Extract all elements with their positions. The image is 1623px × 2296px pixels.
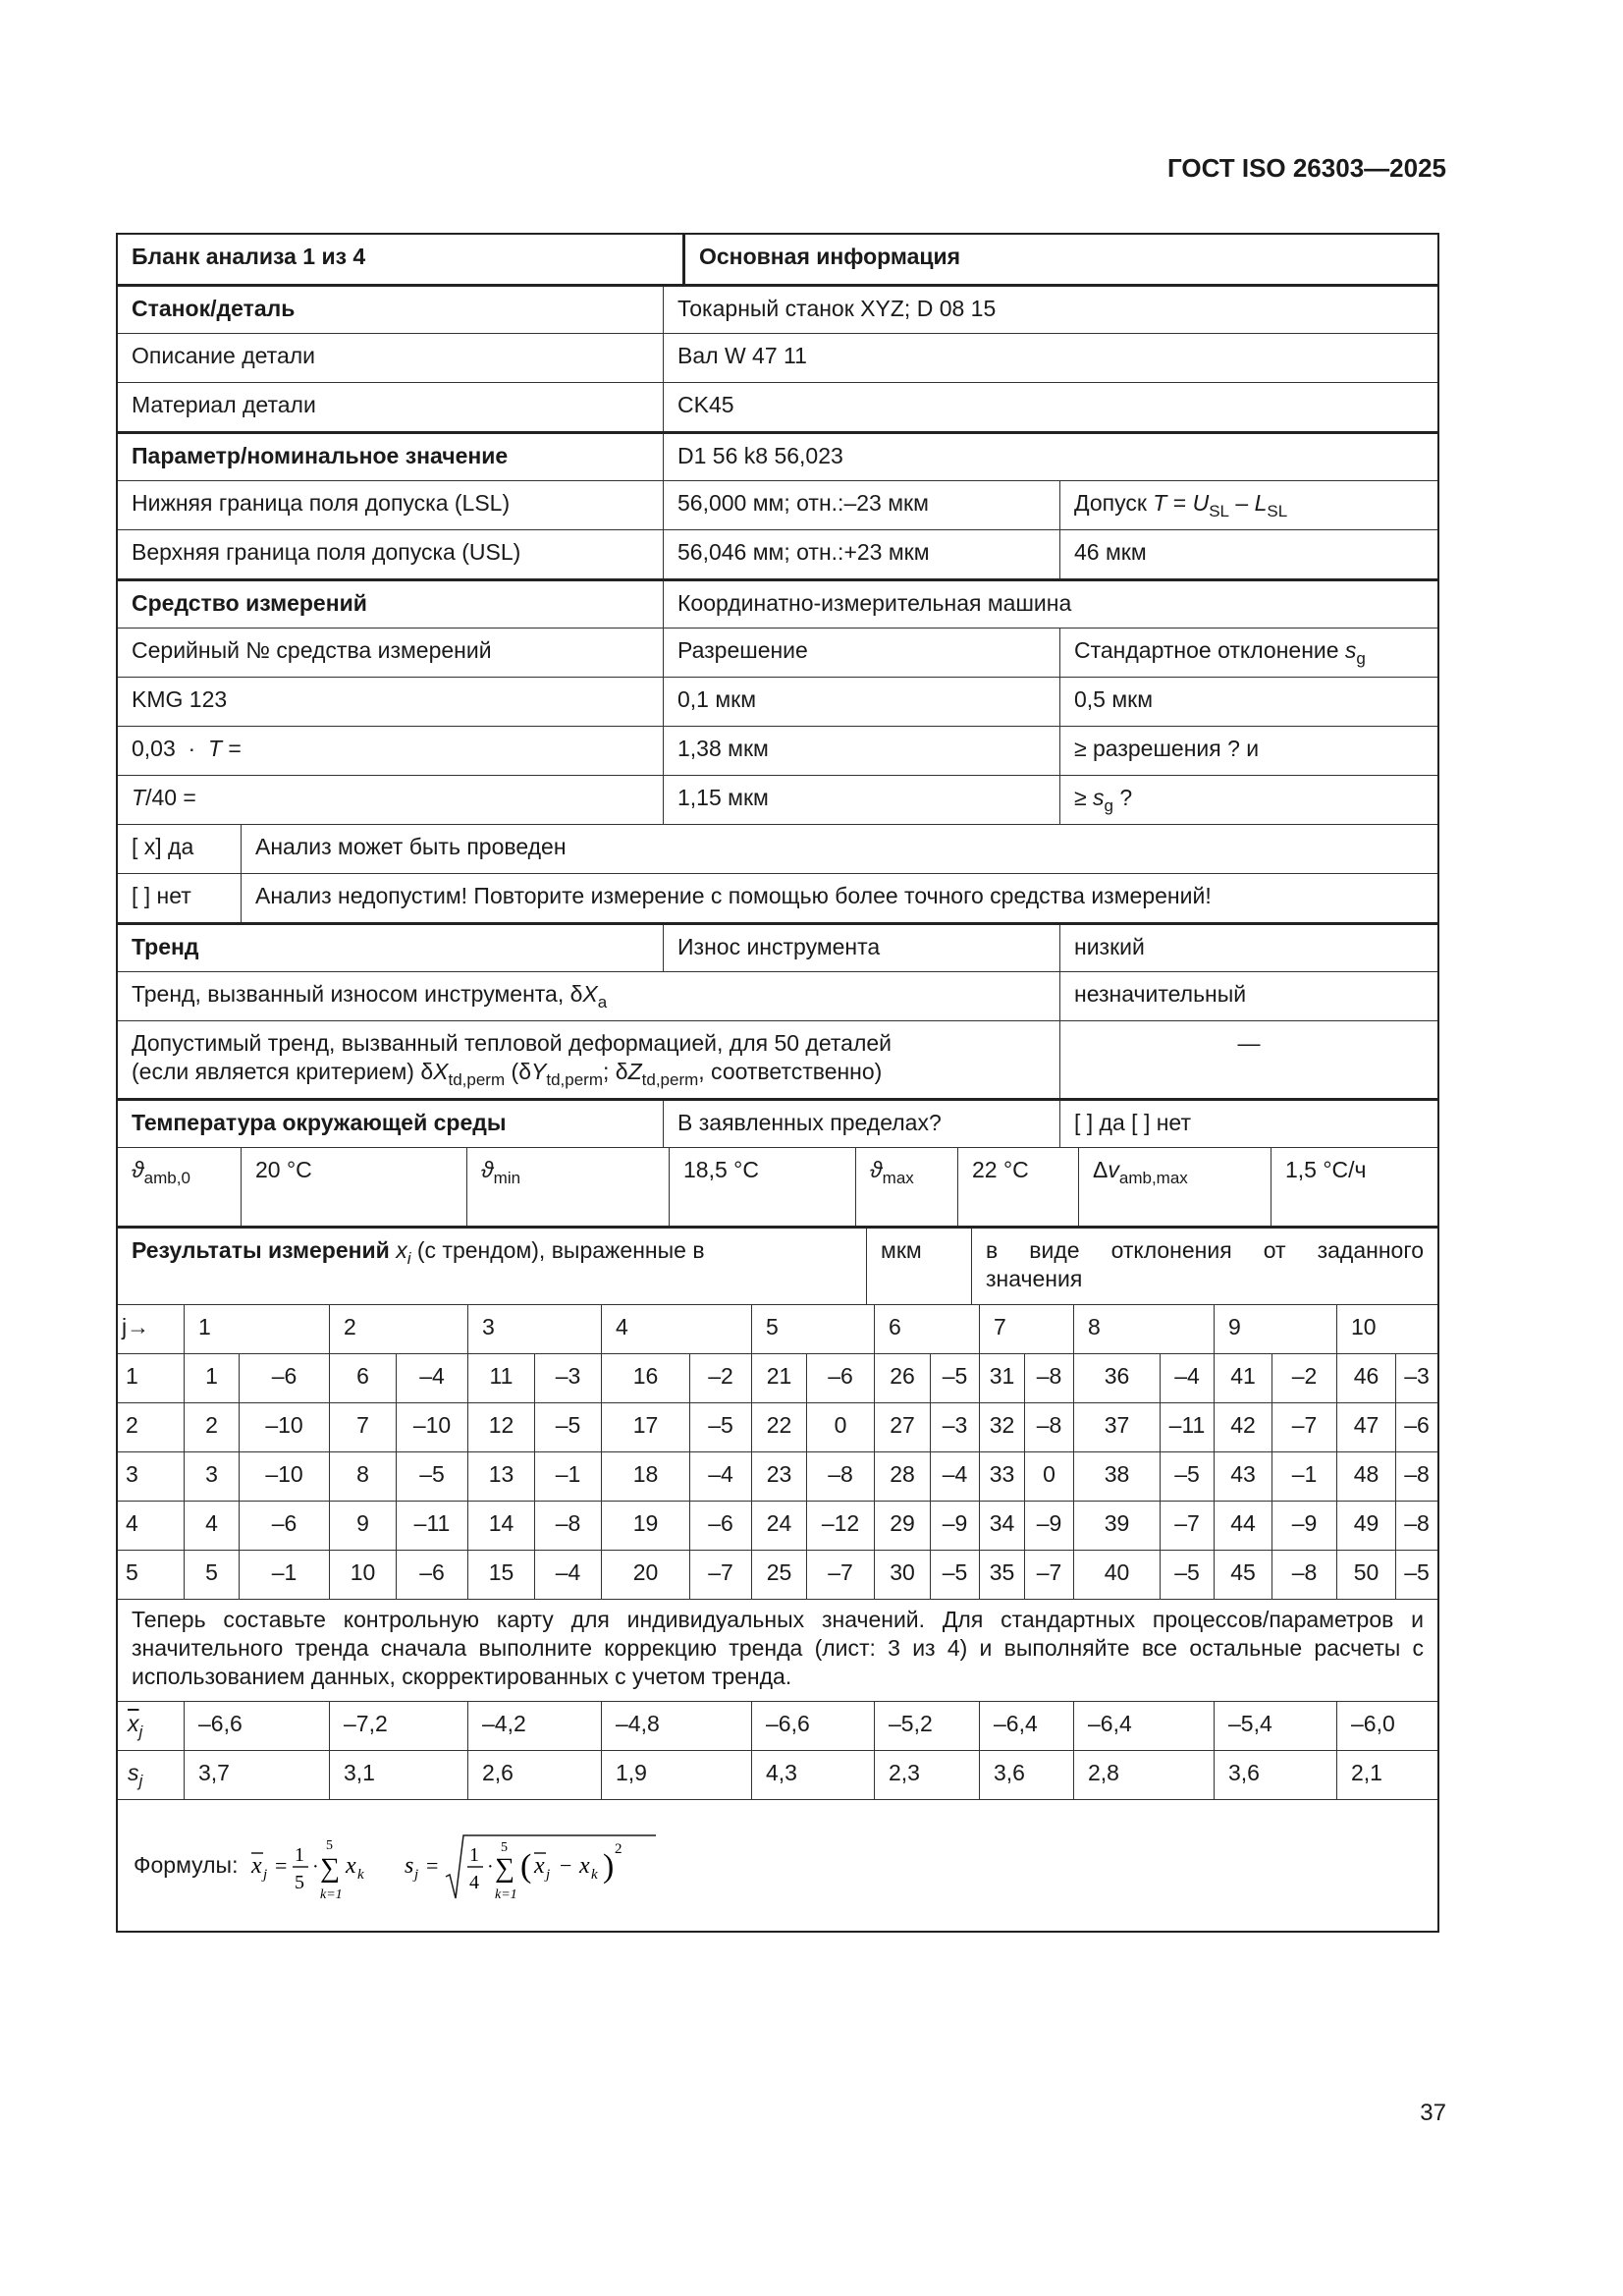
sd-9: 3,6 bbox=[1214, 1751, 1336, 1799]
resolution-label: Разрешение bbox=[663, 629, 1059, 677]
svg-text:=: = bbox=[426, 1852, 439, 1878]
deviation-cell: –7 bbox=[1024, 1551, 1073, 1599]
svg-text:4: 4 bbox=[469, 1871, 480, 1893]
j-header: j→ bbox=[122, 1314, 150, 1339]
std-value: 0,5 мкм bbox=[1059, 678, 1437, 726]
svg-text:x: x bbox=[579, 1852, 591, 1879]
group-8: 8 bbox=[1073, 1305, 1214, 1353]
part-number-cell: 32 bbox=[979, 1403, 1024, 1451]
sd-8: 2,8 bbox=[1073, 1751, 1214, 1799]
trend-row bbox=[118, 922, 1437, 971]
section-title: Основная информация bbox=[682, 235, 1437, 284]
part-number-cell: 29 bbox=[874, 1502, 930, 1550]
deviation-cell: –4 bbox=[930, 1452, 979, 1501]
svg-text:j: j bbox=[546, 1866, 551, 1883]
note-text: Теперь составьте контрольную карту для индивидуальных значений. Для стандартных процессов/параметров и значительного тренда сначала выполните коррекцию тренда (лист: 3 из 4) и выполняйте все остальные расчеты с использованием данных, скорректированных с учетом тренда. bbox=[132, 1607, 1424, 1689]
material-label: Материал детали bbox=[132, 392, 316, 417]
ratio1-check: ≥ разрешения ? и bbox=[1059, 727, 1437, 775]
tool-trend-value: незначительный bbox=[1059, 972, 1437, 1020]
part-number-cell: 3 bbox=[184, 1452, 239, 1501]
group-4: 4 bbox=[601, 1305, 751, 1353]
yes-checkbox[interactable]: [ x] да bbox=[132, 834, 194, 859]
part-desc-value: Вал W 47 11 bbox=[663, 334, 1437, 382]
results-mode: в виде отклонения от заданного значения bbox=[971, 1229, 1437, 1304]
svg-text:·: · bbox=[487, 1855, 495, 1878]
part-number-cell: 4 bbox=[184, 1502, 239, 1550]
sd-row bbox=[118, 1750, 1437, 1799]
instrument-row bbox=[118, 578, 1437, 628]
thermal-trend-value: — bbox=[1059, 1021, 1437, 1098]
deviation-cell: –5 bbox=[1160, 1551, 1214, 1599]
sd-7: 3,6 bbox=[979, 1751, 1073, 1799]
analysis-no-row bbox=[118, 873, 1437, 922]
part-number-cell: 28 bbox=[874, 1452, 930, 1501]
tmax-label: $ϑ_{max}$ bbox=[855, 1148, 957, 1226]
deviation-cell: –9 bbox=[930, 1502, 979, 1550]
deviation-cell: –3 bbox=[1395, 1354, 1437, 1402]
analysis-yes-row bbox=[118, 824, 1437, 873]
part-number-cell: 23 bbox=[751, 1452, 806, 1501]
deviation-cell: –10 bbox=[396, 1403, 467, 1451]
ratio1-label: 0,03 · T = bbox=[132, 736, 242, 761]
deviation-cell: –1 bbox=[1271, 1452, 1336, 1501]
sd-1: 3,7 bbox=[184, 1751, 329, 1799]
part-number-cell: 2 bbox=[184, 1403, 239, 1451]
svg-text:2: 2 bbox=[615, 1840, 622, 1857]
row-index: 1 bbox=[126, 1363, 138, 1389]
row-index: 2 bbox=[126, 1412, 138, 1438]
usl-row bbox=[118, 529, 1437, 578]
part-desc-label: Описание детали bbox=[132, 343, 315, 368]
part-number-cell: 39 bbox=[1073, 1502, 1160, 1550]
part-number-cell: 45 bbox=[1214, 1551, 1271, 1599]
deviation-cell: –4 bbox=[689, 1452, 751, 1501]
dv-label: $\Delta v_{amb,max}$ bbox=[1078, 1148, 1271, 1226]
svg-text:x: x bbox=[534, 1852, 546, 1879]
within-label: В заявленных пределах? bbox=[663, 1101, 1059, 1147]
part-number-cell: 19 bbox=[601, 1502, 689, 1550]
mean-2: –7,2 bbox=[329, 1702, 467, 1750]
no-text: Анализ недопустим! Повторите измерение с помощью более точного средства измерений! bbox=[241, 874, 1437, 922]
deviation-cell: –8 bbox=[1024, 1403, 1073, 1451]
serial-value: KMG 123 bbox=[132, 686, 228, 712]
part-number-cell: 38 bbox=[1073, 1452, 1160, 1501]
sheet-title: Бланк анализа 1 из 4 bbox=[132, 244, 366, 269]
instrument-values-row bbox=[118, 677, 1437, 726]
sd-2: 3,1 bbox=[329, 1751, 467, 1799]
svg-text:1: 1 bbox=[295, 1843, 305, 1866]
svg-text:x: x bbox=[251, 1852, 263, 1879]
material-row bbox=[118, 382, 1437, 431]
means-row bbox=[118, 1701, 1437, 1750]
deviation-cell: –2 bbox=[689, 1354, 751, 1402]
svg-text:·: · bbox=[312, 1855, 320, 1878]
deviation-cell: –8 bbox=[1024, 1354, 1073, 1402]
part-number-cell: 43 bbox=[1214, 1452, 1271, 1501]
deviation-cell: –5 bbox=[396, 1452, 467, 1501]
param-row bbox=[118, 431, 1437, 480]
deviation-cell: –8 bbox=[534, 1502, 601, 1550]
t0-label: $ϑ_{amb,0}$ bbox=[132, 1157, 190, 1187]
results-label: Результаты измерений $x_i$ (с трендом), выраженные в bbox=[132, 1237, 705, 1268]
deviation-cell: –4 bbox=[396, 1354, 467, 1402]
svg-text:k=1: k=1 bbox=[320, 1886, 344, 1902]
sd-symbol: $s_j$ bbox=[128, 1760, 143, 1790]
part-desc-row bbox=[118, 333, 1437, 382]
svg-text:x: x bbox=[346, 1852, 357, 1879]
deviation-cell: –5 bbox=[534, 1403, 601, 1451]
deviation-cell: 0 bbox=[1024, 1452, 1073, 1501]
ratio2-check: ≥ $s_g$ ? bbox=[1059, 776, 1437, 824]
sd-formula bbox=[403, 1822, 677, 1910]
deviation-cell: –4 bbox=[1160, 1354, 1214, 1402]
deviation-cell: –8 bbox=[1395, 1452, 1437, 1501]
part-number-cell: 41 bbox=[1214, 1354, 1271, 1402]
part-number-cell: 46 bbox=[1336, 1354, 1395, 1402]
group-10: 10 bbox=[1336, 1305, 1437, 1353]
deviation-cell: –1 bbox=[534, 1452, 601, 1501]
sd-3: 2,6 bbox=[467, 1751, 601, 1799]
material-value: CK45 bbox=[663, 383, 1437, 431]
part-number-cell: 35 bbox=[979, 1551, 1024, 1599]
row-index: 3 bbox=[126, 1461, 138, 1487]
group-7: 7 bbox=[979, 1305, 1073, 1353]
mean-1: –6,6 bbox=[184, 1702, 329, 1750]
part-number-cell: 15 bbox=[467, 1551, 534, 1599]
measurement-rows bbox=[118, 1353, 1437, 1599]
table-row bbox=[118, 1353, 1437, 1402]
part-number-cell: 48 bbox=[1336, 1452, 1395, 1501]
deviation-cell: –6 bbox=[1395, 1403, 1437, 1451]
part-number-cell: 49 bbox=[1336, 1502, 1395, 1550]
group-5: 5 bbox=[751, 1305, 874, 1353]
mean-10: –6,0 bbox=[1336, 1702, 1437, 1750]
deviation-cell: –6 bbox=[806, 1354, 874, 1402]
sd-5: 4,3 bbox=[751, 1751, 874, 1799]
mean-6: –5,2 bbox=[874, 1702, 979, 1750]
svg-text:): ) bbox=[603, 1847, 615, 1885]
svg-text:∑: ∑ bbox=[320, 1852, 341, 1884]
deviation-cell: –7 bbox=[689, 1551, 751, 1599]
mean-7: –6,4 bbox=[979, 1702, 1073, 1750]
ambient-row bbox=[118, 1098, 1437, 1147]
sd-6: 2,3 bbox=[874, 1751, 979, 1799]
tool-trend-row bbox=[118, 971, 1437, 1020]
table-row bbox=[118, 1550, 1437, 1599]
svg-text:k=1: k=1 bbox=[495, 1886, 518, 1902]
param-value: D1 56 k8 56,023 bbox=[663, 434, 1437, 480]
part-number-cell: 30 bbox=[874, 1551, 930, 1599]
form-title-row bbox=[118, 235, 1437, 284]
t0-value: 20 °C bbox=[241, 1148, 466, 1226]
svg-text:5: 5 bbox=[326, 1837, 334, 1853]
part-number-cell: 47 bbox=[1336, 1403, 1395, 1451]
mean-4: –4,8 bbox=[601, 1702, 751, 1750]
mean-3: –4,2 bbox=[467, 1702, 601, 1750]
lsl-row bbox=[118, 480, 1437, 529]
ratio1-row bbox=[118, 726, 1437, 775]
part-number-cell: 17 bbox=[601, 1403, 689, 1451]
svg-text:j: j bbox=[414, 1866, 419, 1883]
svg-text:5: 5 bbox=[295, 1871, 305, 1893]
ratio2-row bbox=[118, 775, 1437, 824]
dv-value: 1,5 °C/ч bbox=[1271, 1148, 1437, 1226]
deviation-cell: –6 bbox=[396, 1551, 467, 1599]
results-unit: мкм bbox=[866, 1229, 971, 1304]
part-number-cell: 26 bbox=[874, 1354, 930, 1402]
trend-label: Тренд bbox=[132, 934, 199, 959]
machine-label: Станок/деталь bbox=[132, 296, 296, 321]
machine-value: Токарный станок XYZ; D 08 15 bbox=[663, 287, 1437, 333]
deviation-cell: –8 bbox=[1271, 1551, 1336, 1599]
svg-text:j: j bbox=[263, 1866, 268, 1883]
svg-text:s: s bbox=[405, 1852, 414, 1879]
svg-text:1: 1 bbox=[469, 1843, 480, 1866]
deviation-cell: –6 bbox=[239, 1354, 329, 1402]
group-9: 9 bbox=[1214, 1305, 1336, 1353]
group-1: 1 bbox=[184, 1305, 329, 1353]
resolution-value: 0,1 мкм bbox=[663, 678, 1059, 726]
part-number-cell: 31 bbox=[979, 1354, 1024, 1402]
part-number-cell: 6 bbox=[329, 1354, 396, 1402]
deviation-cell: –5 bbox=[1395, 1551, 1437, 1599]
part-number-cell: 36 bbox=[1073, 1354, 1160, 1402]
usl-label: Верхняя граница поля допуска (USL) bbox=[132, 539, 521, 565]
tolerance-formula: Допуск $T = U_{SL} - L_{SL}$ bbox=[1059, 481, 1437, 529]
tmin-label: $ϑ_{min}$ bbox=[466, 1148, 669, 1226]
svg-text:=: = bbox=[275, 1852, 288, 1878]
part-number-cell: 8 bbox=[329, 1452, 396, 1501]
part-number-cell: 50 bbox=[1336, 1551, 1395, 1599]
part-number-cell: 40 bbox=[1073, 1551, 1160, 1599]
table-row bbox=[118, 1451, 1437, 1501]
lsl-value: 56,000 мм; отн.:–23 мкм bbox=[663, 481, 1059, 529]
deviation-cell: –12 bbox=[806, 1502, 874, 1550]
svg-text:(: ( bbox=[520, 1847, 532, 1885]
part-number-cell: 34 bbox=[979, 1502, 1024, 1550]
group-2: 2 bbox=[329, 1305, 467, 1353]
deviation-cell: –6 bbox=[689, 1502, 751, 1550]
deviation-cell: –10 bbox=[239, 1403, 329, 1451]
part-number-cell: 37 bbox=[1073, 1403, 1160, 1451]
deviation-cell: –11 bbox=[396, 1502, 467, 1550]
deviation-cell: –9 bbox=[1024, 1502, 1073, 1550]
mean-9: –5,4 bbox=[1214, 1702, 1336, 1750]
instrument-header-row bbox=[118, 628, 1437, 677]
part-number-cell: 13 bbox=[467, 1452, 534, 1501]
instrument-value: Координатно-измерительная машина bbox=[663, 581, 1437, 628]
page-number: 37 bbox=[1420, 2100, 1446, 2126]
ratio2-value: 1,15 мкм bbox=[663, 776, 1059, 824]
deviation-cell: –2 bbox=[1271, 1354, 1336, 1402]
part-number-cell: 42 bbox=[1214, 1403, 1271, 1451]
instrument-label: Средство измерений bbox=[132, 590, 367, 616]
deviation-cell: –11 bbox=[1160, 1403, 1214, 1451]
yes-text: Анализ может быть проведен bbox=[241, 825, 1437, 873]
mean-8: –6,4 bbox=[1073, 1702, 1214, 1750]
deviation-cell: –3 bbox=[534, 1354, 601, 1402]
note-row bbox=[118, 1599, 1437, 1701]
deviation-cell: –8 bbox=[806, 1452, 874, 1501]
mean-5: –6,6 bbox=[751, 1702, 874, 1750]
formulas-label: Формулы: bbox=[134, 1852, 239, 1878]
results-header-row bbox=[118, 1226, 1437, 1304]
ambient-values-row bbox=[118, 1147, 1437, 1226]
part-number-cell: 33 bbox=[979, 1452, 1024, 1501]
formulas bbox=[118, 1800, 1437, 1931]
table-row bbox=[118, 1402, 1437, 1451]
within-value[interactable]: [ ] да [ ] нет bbox=[1059, 1101, 1437, 1147]
row-index: 4 bbox=[126, 1510, 138, 1536]
deviation-cell: –6 bbox=[239, 1502, 329, 1550]
part-number-cell: 27 bbox=[874, 1403, 930, 1451]
part-number-cell: 12 bbox=[467, 1403, 534, 1451]
deviation-cell: –5 bbox=[930, 1354, 979, 1402]
deviation-cell: –7 bbox=[1160, 1502, 1214, 1550]
part-number-cell: 25 bbox=[751, 1551, 806, 1599]
serial-label: Серийный № средства измерений bbox=[132, 637, 492, 663]
sd-10: 2,1 bbox=[1336, 1751, 1437, 1799]
svg-text:k: k bbox=[591, 1866, 599, 1883]
deviation-cell: –5 bbox=[689, 1403, 751, 1451]
deviation-cell: –1 bbox=[239, 1551, 329, 1599]
machine-row bbox=[118, 284, 1437, 333]
deviation-cell: –7 bbox=[806, 1551, 874, 1599]
part-number-cell: 14 bbox=[467, 1502, 534, 1550]
table-row bbox=[118, 1501, 1437, 1550]
part-number-cell: 22 bbox=[751, 1403, 806, 1451]
thermal-trend-label: Допустимый тренд, вызванный тепловой деформацией, для 50 деталей (если является критерием) $\delta X_{td,perm}$ ($\delta Y_{td,perm}$; $\delta Z_{td,perm}$, соответственно) bbox=[132, 1030, 893, 1089]
mean-symbol: $\overline{x}_j$ bbox=[128, 1711, 143, 1741]
deviation-cell: 0 bbox=[806, 1403, 874, 1451]
svg-text:k: k bbox=[357, 1866, 365, 1883]
thermal-trend-row bbox=[118, 1020, 1437, 1098]
svg-text:−: − bbox=[560, 1852, 572, 1878]
part-number-cell: 16 bbox=[601, 1354, 689, 1402]
part-number-cell: 24 bbox=[751, 1502, 806, 1550]
usl-value: 56,046 мм; отн.:+23 мкм bbox=[663, 530, 1059, 578]
part-number-cell: 9 bbox=[329, 1502, 396, 1550]
wear-label: Износ инструмента bbox=[663, 925, 1059, 971]
part-number-cell: 5 bbox=[184, 1551, 239, 1599]
row-index: 5 bbox=[126, 1559, 138, 1585]
tmin-value: 18,5 °C bbox=[669, 1148, 855, 1226]
part-number-cell: 7 bbox=[329, 1403, 396, 1451]
ratio1-value: 1,38 мкм bbox=[663, 727, 1059, 775]
deviation-cell: –8 bbox=[1395, 1502, 1437, 1550]
no-checkbox[interactable]: [ ] нет bbox=[132, 883, 191, 908]
ratio2-label: T/40 = bbox=[132, 785, 196, 810]
deviation-cell: –5 bbox=[930, 1551, 979, 1599]
group-3: 3 bbox=[467, 1305, 601, 1353]
part-number-cell: 20 bbox=[601, 1551, 689, 1599]
tmax-value: 22 °C bbox=[957, 1148, 1078, 1226]
deviation-cell: –3 bbox=[930, 1403, 979, 1451]
std-label: Стандартное отклонение $s_g$ bbox=[1059, 629, 1437, 677]
part-number-cell: 21 bbox=[751, 1354, 806, 1402]
part-number-cell: 18 bbox=[601, 1452, 689, 1501]
deviation-cell: –9 bbox=[1271, 1502, 1336, 1550]
part-number-cell: 11 bbox=[467, 1354, 534, 1402]
deviation-cell: –7 bbox=[1271, 1403, 1336, 1451]
wear-value: низкий bbox=[1059, 925, 1437, 971]
deviation-cell: –5 bbox=[1160, 1452, 1214, 1501]
mean-formula bbox=[249, 1822, 387, 1910]
formulas-row bbox=[118, 1799, 1437, 1931]
deviation-cell: –4 bbox=[534, 1551, 601, 1599]
lsl-label: Нижняя граница поля допуска (LSL) bbox=[132, 490, 511, 516]
tool-trend-label: Тренд, вызванный износом инструмента, $\delta X_a$ bbox=[132, 981, 608, 1011]
svg-text:5: 5 bbox=[501, 1839, 509, 1855]
sd-4: 1,9 bbox=[601, 1751, 751, 1799]
param-label: Параметр/номинальное значение bbox=[132, 443, 509, 468]
svg-text:∑: ∑ bbox=[495, 1852, 515, 1884]
part-number-cell: 44 bbox=[1214, 1502, 1271, 1550]
document-code: ГОСТ ISO 26303—2025 bbox=[1166, 153, 1446, 183]
part-number-cell: 10 bbox=[329, 1551, 396, 1599]
deviation-cell: –10 bbox=[239, 1452, 329, 1501]
part-number-cell: 1 bbox=[184, 1354, 239, 1402]
tolerance-value: 46 мкм bbox=[1059, 530, 1437, 578]
group-6: 6 bbox=[874, 1305, 979, 1353]
group-header-row bbox=[118, 1304, 1437, 1353]
ambient-label: Температура окружающей среды bbox=[132, 1110, 507, 1135]
analysis-form bbox=[116, 233, 1439, 1933]
